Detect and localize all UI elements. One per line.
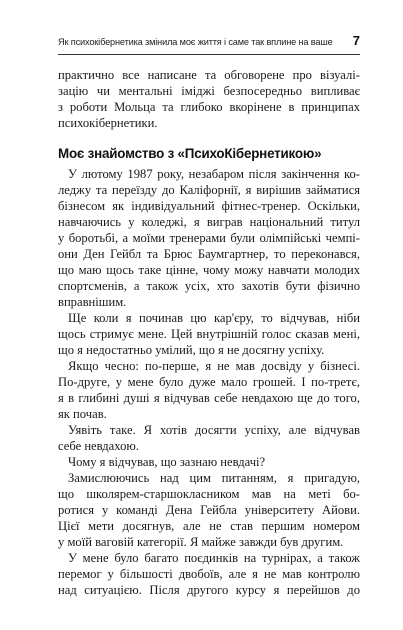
text-line: Чому я відчував, що зазнаю невдачі? bbox=[68, 455, 266, 469]
text-line: що маю щось таке цінне, чому можу навчати молодих bbox=[58, 263, 360, 277]
text-line: себе невдахою. bbox=[58, 439, 139, 453]
running-header bbox=[58, 35, 360, 51]
intro-paragraph bbox=[58, 67, 360, 131]
text-line: ротися у команді Дена Гейбла університету Айови. bbox=[58, 503, 360, 517]
text-line: психокібернетики. bbox=[58, 116, 158, 130]
text-line: у боротьбі, а моїми тренерами були олімпійські чемпі- bbox=[58, 231, 360, 245]
text-line: Замислюючись над цим питанням, я пригадую, bbox=[68, 471, 360, 485]
header-divider bbox=[58, 54, 360, 55]
text-line: Якщо чесно: по-перше, я не мав досвіду у бізнесі. bbox=[68, 359, 360, 373]
text-line: бізнесом як індивідуальний фітнес-тренер. Оскільки, bbox=[58, 199, 360, 213]
text-line: Цієї мети досягнув, але не став першим номером bbox=[58, 519, 360, 533]
text-line: з роботи Мольца та глибоко вкорінене в принципах bbox=[58, 100, 360, 114]
text-line: що я недостатньо умілий, що я не досягну успіху. bbox=[58, 343, 325, 357]
text-line: По-друге, у мене було дуже мало грошей. І по-третє, bbox=[58, 375, 360, 389]
section-body bbox=[58, 166, 360, 598]
text-line: спортсменів, а також усіх, хто захотів бути фізично bbox=[58, 279, 360, 293]
text-line: навчаючись у коледжі, я виграв національний титул bbox=[58, 215, 360, 229]
text-line: практично все написане та обговорене про візуалі- bbox=[58, 68, 360, 82]
text-line: у моїй ваговій категорії. Я майже завжди був другим. bbox=[58, 535, 344, 549]
text-line: У лютому 1987 року, незабаром після закінчення ко- bbox=[68, 167, 360, 181]
text-line: Ще коли я починав цю кар'єру, то відчував, ніби bbox=[68, 311, 360, 325]
text-line: як почав. bbox=[58, 407, 107, 421]
text-line: У мене було багато поєдинків на турнірах, а також bbox=[68, 551, 360, 565]
running-title: Як психокібернетика змінила моє життя і саме так вплине на ваше bbox=[58, 37, 333, 47]
section-heading: Моє знайомство з «ПсихоКібернетикою» bbox=[58, 146, 322, 161]
page-number: 7 bbox=[352, 33, 360, 48]
text-line: перемог у більшості двобоїв, але я не мав контролю bbox=[58, 567, 360, 581]
text-line: що школярем-старшокласником мав на меті бо- bbox=[58, 487, 360, 501]
text-line: я в глибині душі я відчував себе невдахою ще до того, bbox=[58, 391, 360, 405]
text-line: они Ден Гейбл та Брюс Баумгартнер, то переконався, bbox=[58, 247, 360, 261]
text-line: вправнішим. bbox=[58, 295, 127, 309]
text-line: Уявіть таке. Я хотів досягти успіху, але відчував bbox=[68, 423, 360, 437]
text-line: зацію чи ментальні іміджі безпосередньо випливає bbox=[58, 84, 360, 98]
text-line: над ситуацією. Після другого курсу я перейшов до bbox=[58, 583, 360, 597]
text-line: леджу та переїзду до Каліфорнії, я вирішив займатися bbox=[58, 183, 360, 197]
text-line: щось стримує мене. Цей внутрішній голос сказав мені, bbox=[58, 327, 360, 341]
